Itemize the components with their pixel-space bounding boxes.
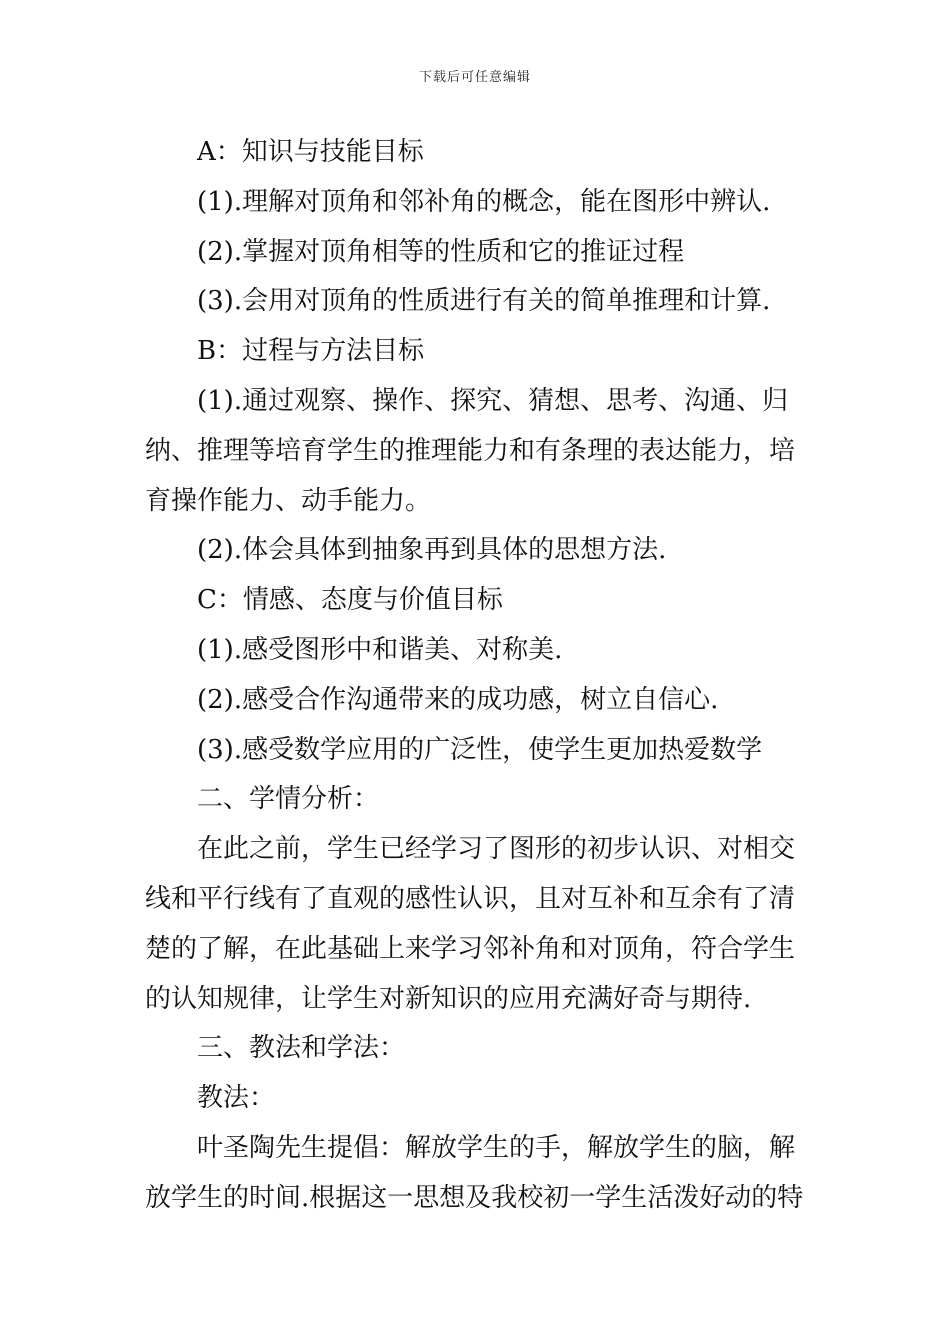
list-item: (3).感受数学应用的广泛性，使学生更加热爱数学: [197, 734, 763, 765]
subheading-teaching-method: 教法：: [197, 1083, 276, 1114]
list-item: (3).会用对顶角的性质进行有关的简单推理和计算.: [197, 286, 771, 317]
list-item: (2).感受合作沟通带来的成功感，树立自信心.: [197, 684, 719, 715]
body-paragraph: 叶圣陶先生提倡：解放学生的手，解放学生的脑，解放学生的时间.根据这一思想及我校初一学生活泼好动的特: [145, 1132, 804, 1213]
section-heading-analysis: 二、学情分析：: [197, 784, 380, 815]
body-paragraph: 在此之前，学生已经学习了图形的初步认识、对相交线和平行线有了直观的感性认识，且对互补和互余有了清楚的了解，在此基础上来学习邻补角和对顶角，符合学生的认知规律，让学生对新知识的应用充满好奇与期待.: [145, 834, 796, 1014]
list-item: (1).感受图形中和谐美、对称美.: [197, 634, 563, 665]
document-body: [145, 128, 810, 1224]
section-heading-methods: 三、教法和学法：: [197, 1033, 406, 1064]
section-heading-b: B：过程与方法目标: [197, 336, 425, 367]
list-item: (1).通过观察、操作、探究、猜想、思考、沟通、归纳、推理等培育学生的推理能力和有条理的表达能力，培育操作能力、动手能力。: [145, 385, 796, 516]
section-heading-c: C：情感、态度与价值目标: [197, 585, 503, 616]
section-heading-a: A：知识与技能目标: [197, 137, 424, 167]
list-item: (2).掌握对顶角相等的性质和它的推证过程: [197, 236, 685, 267]
list-item: (2).体会具体到抽象再到具体的思想方法.: [197, 535, 667, 566]
page-header-note: 下载后可任意编辑: [418, 70, 531, 85]
list-item: (1).理解对顶角和邻补角的概念，能在图形中辨认.: [197, 186, 771, 217]
